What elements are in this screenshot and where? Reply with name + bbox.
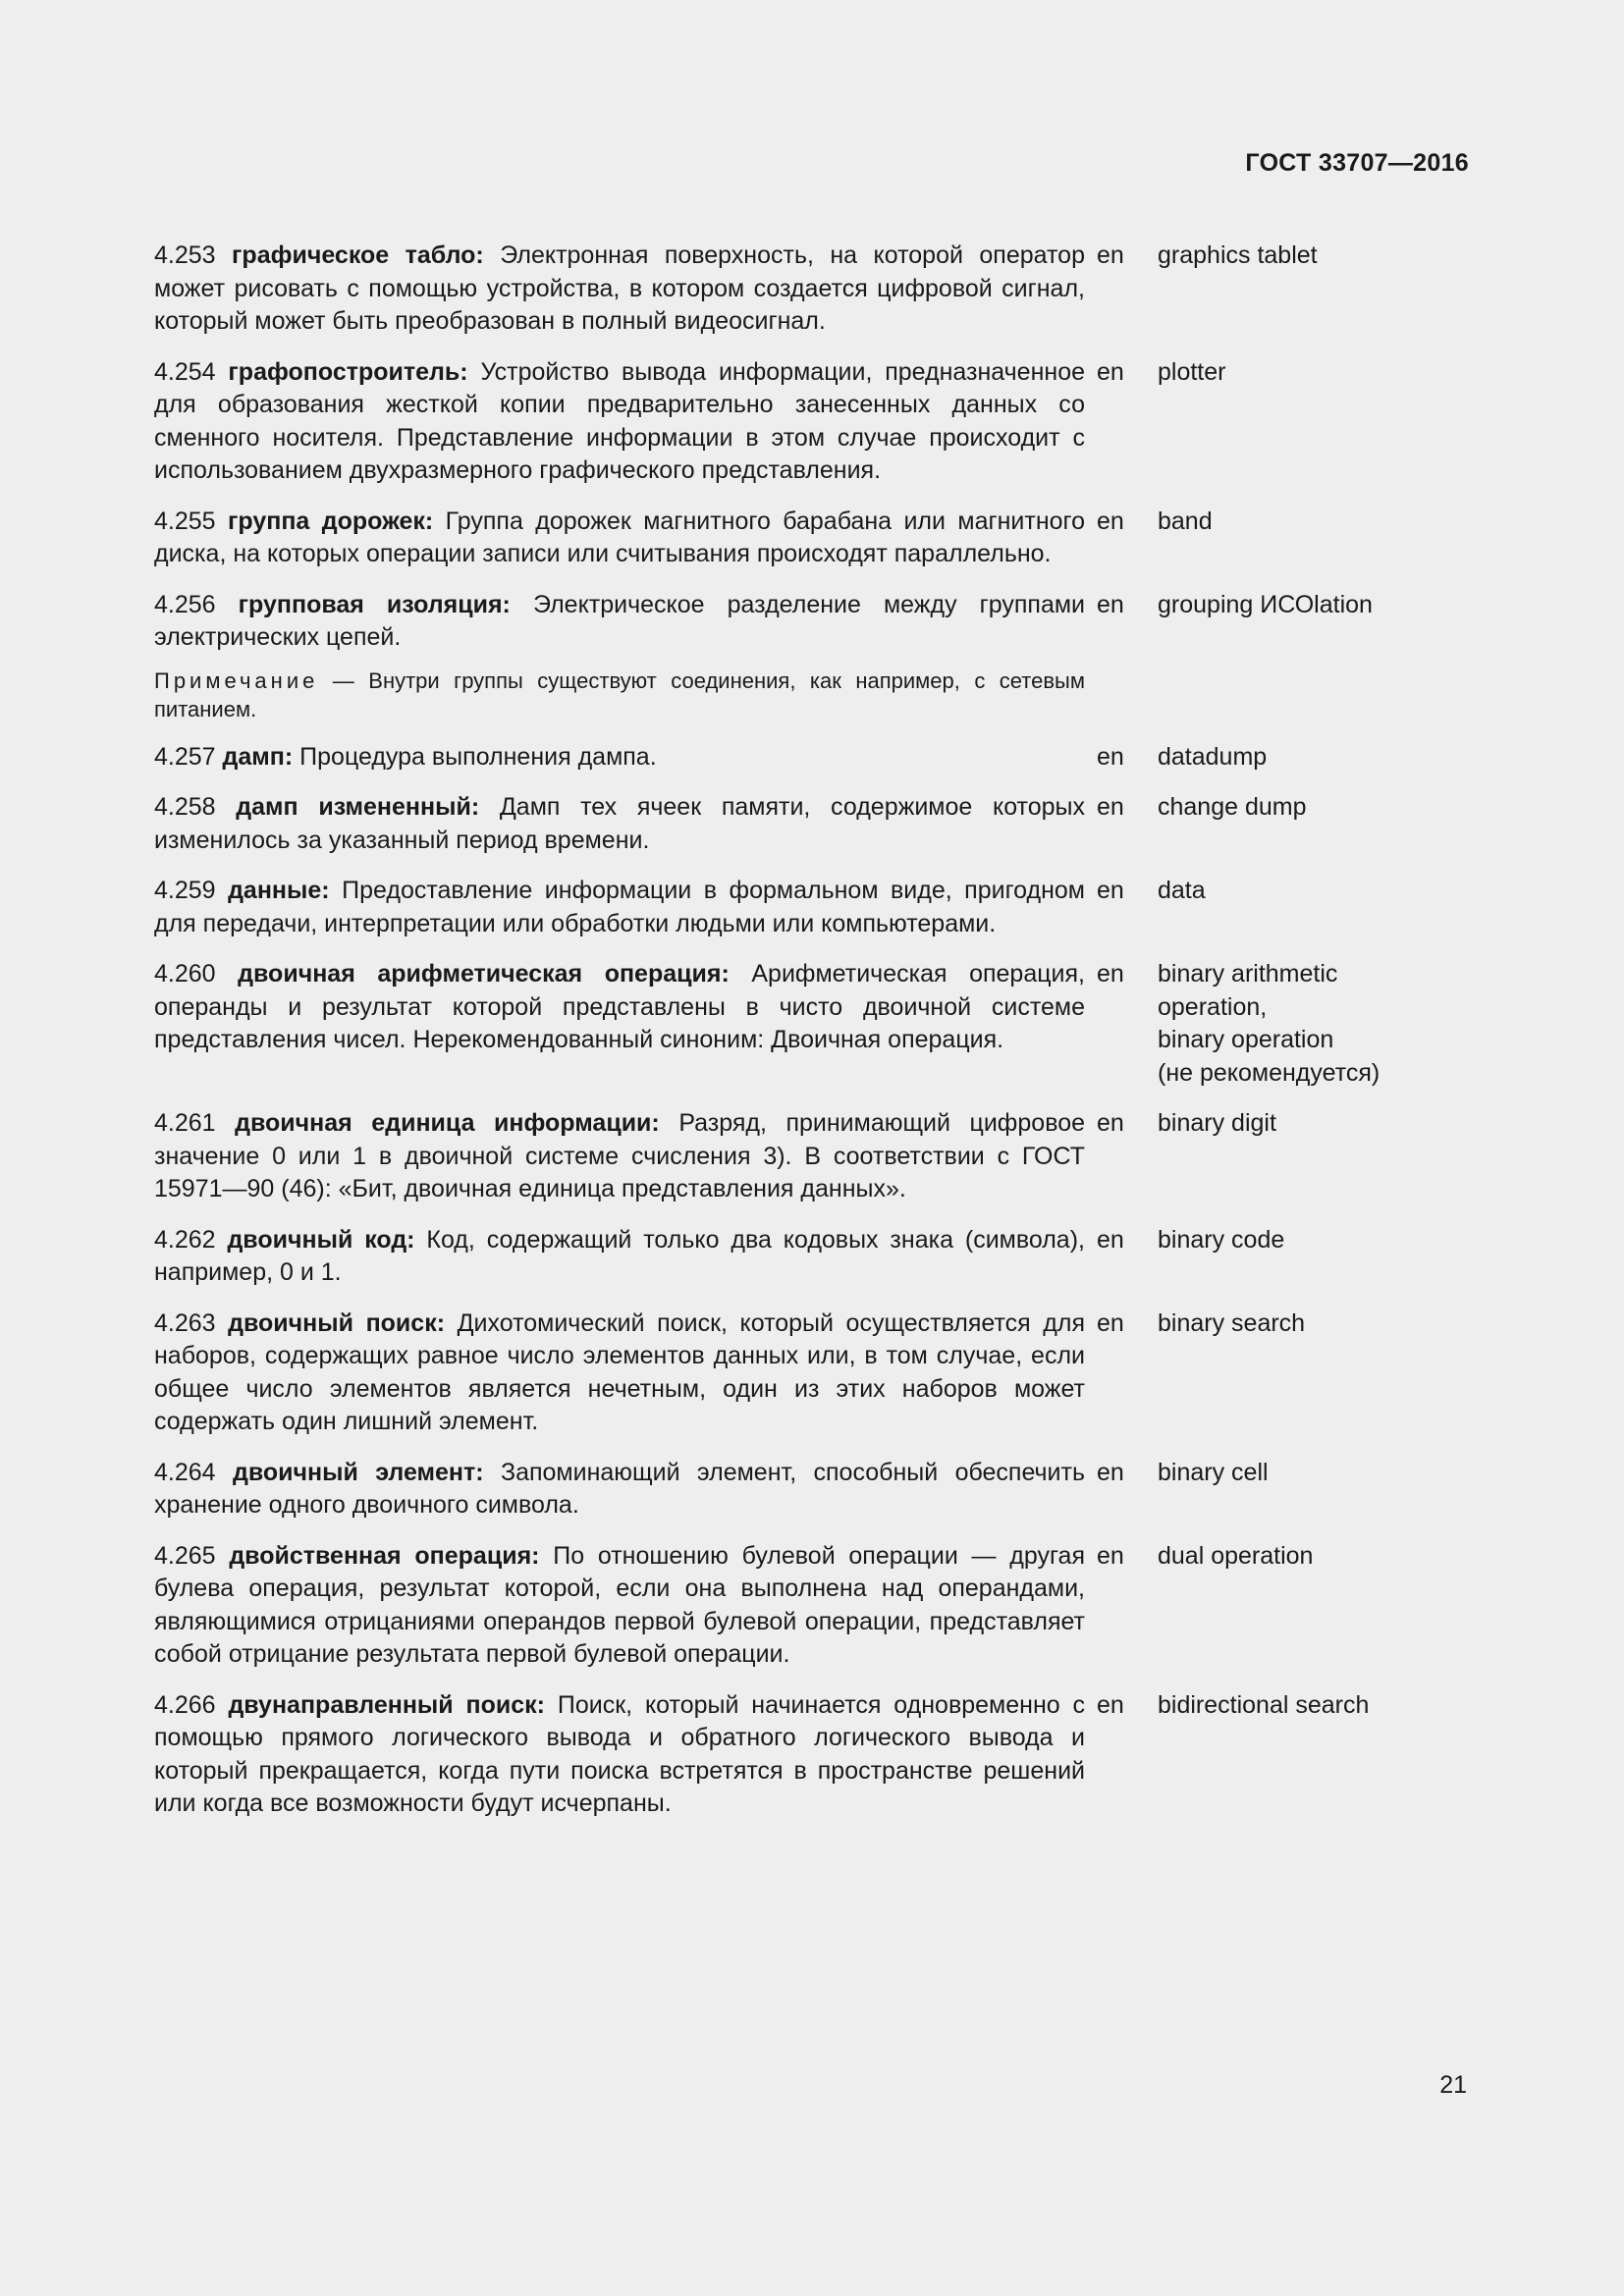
equivalent-line: dual operation [1158, 1541, 1314, 1570]
entry-text [154, 791, 1085, 857]
entry-text [154, 875, 1085, 940]
entry-text [154, 1457, 1085, 1522]
entry-english-equivalent [1158, 1457, 1470, 1522]
entry-term: данные: [228, 877, 330, 904]
equivalent-line: operation, [1158, 992, 1268, 1021]
equivalent-line: grouping ИСОlation [1158, 590, 1373, 618]
equivalent-line: binary digit [1158, 1109, 1276, 1137]
entry-english-equivalent [1158, 875, 1470, 940]
equivalent-line: binary operation [1158, 1026, 1334, 1053]
entry-term: двунаправленный поиск: [228, 1690, 545, 1719]
entry-english-equivalent [1158, 1224, 1470, 1290]
entry-language-code: en [1097, 1308, 1124, 1337]
equivalent-line: data [1158, 877, 1206, 904]
entry-definition: Запоминающий элемент, способный обеспечить хранение одного двоичного символа. [154, 1458, 1086, 1519]
entry-definition: Группа дорожек магнитного барабана или магнитного диска, на которых операции записи или считывания происходят параллельно. [154, 507, 1085, 567]
term-entries [154, 240, 1470, 1839]
entry-english-equivalent [1158, 791, 1470, 857]
entry-definition: Устройство вывода информации, предназначенное для образования жесткой копии предварительно занесенных данных со сменного носителя. Представление информации в этом случае происходит с использованием двухразмерного графического представления. [154, 357, 1086, 484]
entry-language-code: en [1097, 877, 1124, 904]
entry-body [154, 1540, 1085, 1672]
term-entry [154, 1540, 1470, 1672]
term-entry [154, 741, 1470, 774]
entry-body [154, 875, 1085, 940]
entry-definition: Процедура выполнения дампа. [299, 742, 657, 771]
entry-definition: Электронная поверхность, на которой оператор может рисовать с помощью устройства, в котором создается цифровой сигнал, который может быть преобразован в полный видеосигнал. [154, 241, 1085, 335]
entry-english-equivalent [1158, 1689, 1470, 1821]
entry-text [154, 741, 1085, 774]
entry-definition: Дамп тех ячеек памяти, содержимое которых изменилось за указанный период времени. [154, 793, 1085, 854]
entry-term: двойственная операция: [229, 1541, 540, 1570]
entry-number: 4.260 [154, 960, 216, 988]
equivalent-line: binary code [1158, 1225, 1285, 1254]
equivalent-line: binary cell [1158, 1458, 1269, 1486]
entry-number: 4.253 [154, 241, 216, 269]
entry-english-equivalent [1158, 1107, 1470, 1206]
entry-term: группа дорожек: [227, 507, 434, 535]
entry-language-code: en [1097, 1458, 1124, 1486]
entry-term: двоичный поиск: [228, 1308, 446, 1337]
entry-term: дамп измененный: [236, 793, 480, 821]
entry-term: дамп: [222, 742, 294, 771]
entry-number: 4.265 [154, 1541, 216, 1570]
term-entry [154, 1308, 1470, 1439]
term-entry [154, 589, 1470, 723]
entry-definition: Поиск, который начинается одновременно с помощью прямого логического вывода и обратного логического вывода и который прекращается, когда пути поиска встретятся в пространстве решений или когда все возможности будут исчерпаны. [154, 1690, 1086, 1817]
entry-text [154, 589, 1085, 655]
document-header: ГОСТ 33707—2016 [1245, 149, 1469, 177]
entry-number: 4.255 [154, 507, 216, 535]
note-label: Примечание [154, 667, 319, 693]
entry-term: двоичный элемент: [232, 1458, 484, 1486]
entry-term: графопостроитель: [228, 357, 468, 386]
entry-language-code: en [1097, 960, 1124, 988]
entry-definition: По отношению булевой операции — другая булева операция, результат которой, если она выполнена над операндами, являющимися отрицаниями операндов первой булевой операции, представляет собой отрицание результата первой булевой операции. [154, 1541, 1085, 1668]
entry-english-equivalent [1158, 1308, 1470, 1439]
entry-text [154, 506, 1085, 571]
term-entry [154, 791, 1470, 857]
entry-text [154, 1540, 1085, 1672]
entry-number: 4.261 [154, 1109, 216, 1137]
entry-english-equivalent [1158, 506, 1470, 571]
entry-english-equivalent [1158, 589, 1470, 723]
entry-language-code: en [1097, 357, 1124, 386]
entry-number: 4.256 [154, 590, 216, 618]
entry-definition: Разряд, принимающий цифровое значение 0 или 1 в двоичной системе счисления 3). В соответствии с ГОСТ 15971—90 (46): «Бит, двоичная единица представления данных». [154, 1109, 1085, 1202]
term-entry [154, 1107, 1470, 1206]
entry-number: 4.259 [154, 877, 216, 904]
entry-body [154, 506, 1085, 571]
entry-term: графическое табло: [232, 241, 484, 269]
equivalent-line: binary search [1158, 1308, 1306, 1337]
entry-body [154, 240, 1085, 339]
entry-note [154, 667, 1085, 723]
entry-language-code: en [1097, 793, 1124, 821]
entry-body [154, 791, 1085, 857]
page-number: 21 [1439, 2071, 1467, 2099]
entry-language-code: en [1097, 507, 1124, 535]
entry-number: 4.266 [154, 1690, 216, 1719]
equivalent-line: change dump [1158, 793, 1307, 821]
entry-language-code: en [1097, 1690, 1124, 1719]
term-entry [154, 356, 1470, 488]
equivalent-line: (не рекомендуется) [1158, 1058, 1380, 1087]
equivalent-line: band [1158, 507, 1213, 535]
entry-body [154, 958, 1085, 1090]
entry-number: 4.254 [154, 357, 216, 386]
entry-term: двоичный код: [227, 1225, 415, 1254]
term-entry [154, 506, 1470, 571]
entry-language-code: en [1097, 1541, 1124, 1570]
entry-english-equivalent [1158, 741, 1470, 774]
entry-text [154, 1308, 1085, 1439]
entry-english-equivalent [1158, 958, 1470, 1090]
entry-body [154, 741, 1085, 774]
term-entry [154, 875, 1470, 940]
entry-text [154, 1107, 1085, 1206]
entry-body [154, 1107, 1085, 1206]
entry-body [154, 356, 1085, 488]
note-text: — Внутри группы существуют соединения, как например, с сетевым питанием. [154, 667, 1085, 721]
entry-number: 4.264 [154, 1458, 216, 1486]
term-entry [154, 1689, 1470, 1821]
equivalent-line: plotter [1158, 357, 1226, 386]
entry-number: 4.263 [154, 1308, 216, 1337]
entry-body [154, 1308, 1085, 1439]
entry-text [154, 356, 1085, 488]
entry-body [154, 589, 1085, 723]
entry-english-equivalent [1158, 240, 1470, 339]
entry-text [154, 240, 1085, 339]
entry-english-equivalent [1158, 356, 1470, 488]
entry-text [154, 1224, 1085, 1290]
equivalent-line: graphics tablet [1158, 241, 1318, 269]
entry-language-code: en [1097, 241, 1124, 269]
term-entry [154, 1224, 1470, 1290]
entry-language-code: en [1097, 742, 1124, 771]
entry-definition: Код, содержащий только два кодовых знака (символа), например, 0 и 1. [154, 1225, 1085, 1286]
entry-definition: Электрическое разделение между группами электрических цепей. [154, 590, 1085, 651]
entry-text [154, 1689, 1085, 1821]
entry-number: 4.257 [154, 742, 216, 771]
entry-body [154, 1689, 1085, 1821]
entry-language-code: en [1097, 590, 1124, 618]
term-entry [154, 958, 1470, 1090]
entry-language-code: en [1097, 1225, 1124, 1254]
term-entry [154, 1457, 1470, 1522]
equivalent-line: binary arithmetic [1158, 960, 1338, 988]
entry-definition: Арифметическая операция, операнды и результат которой представлены в чисто двоичной системе представления чисел. Нерекомендованный синоним: Двоичная операция. [154, 960, 1086, 1053]
entry-definition: Предоставление информации в формальном виде, пригодном для передачи, интерпретации или обработки людьми или компьютерами. [154, 877, 1085, 937]
entry-term: двоичная арифметическая операция: [238, 960, 730, 988]
equivalent-line: datadump [1158, 742, 1268, 771]
entry-definition: Дихотомический поиск, который осуществляется для наборов, содержащих равное число элементов данных или, в том случае, если общее число элементов является нечетным, один из этих наборов может содержать один лишний элемент. [154, 1308, 1085, 1435]
equivalent-line: bidirectional search [1158, 1690, 1370, 1719]
entry-body [154, 1457, 1085, 1522]
entry-body [154, 1224, 1085, 1290]
entry-english-equivalent [1158, 1540, 1470, 1672]
entry-number: 4.262 [154, 1225, 216, 1254]
entry-term: групповая изоляция: [238, 590, 511, 618]
entry-number: 4.258 [154, 793, 216, 821]
entry-text [154, 958, 1085, 1057]
term-entry [154, 240, 1470, 339]
entry-term: двоичная единица информации: [235, 1109, 660, 1137]
entry-language-code: en [1097, 1109, 1124, 1137]
